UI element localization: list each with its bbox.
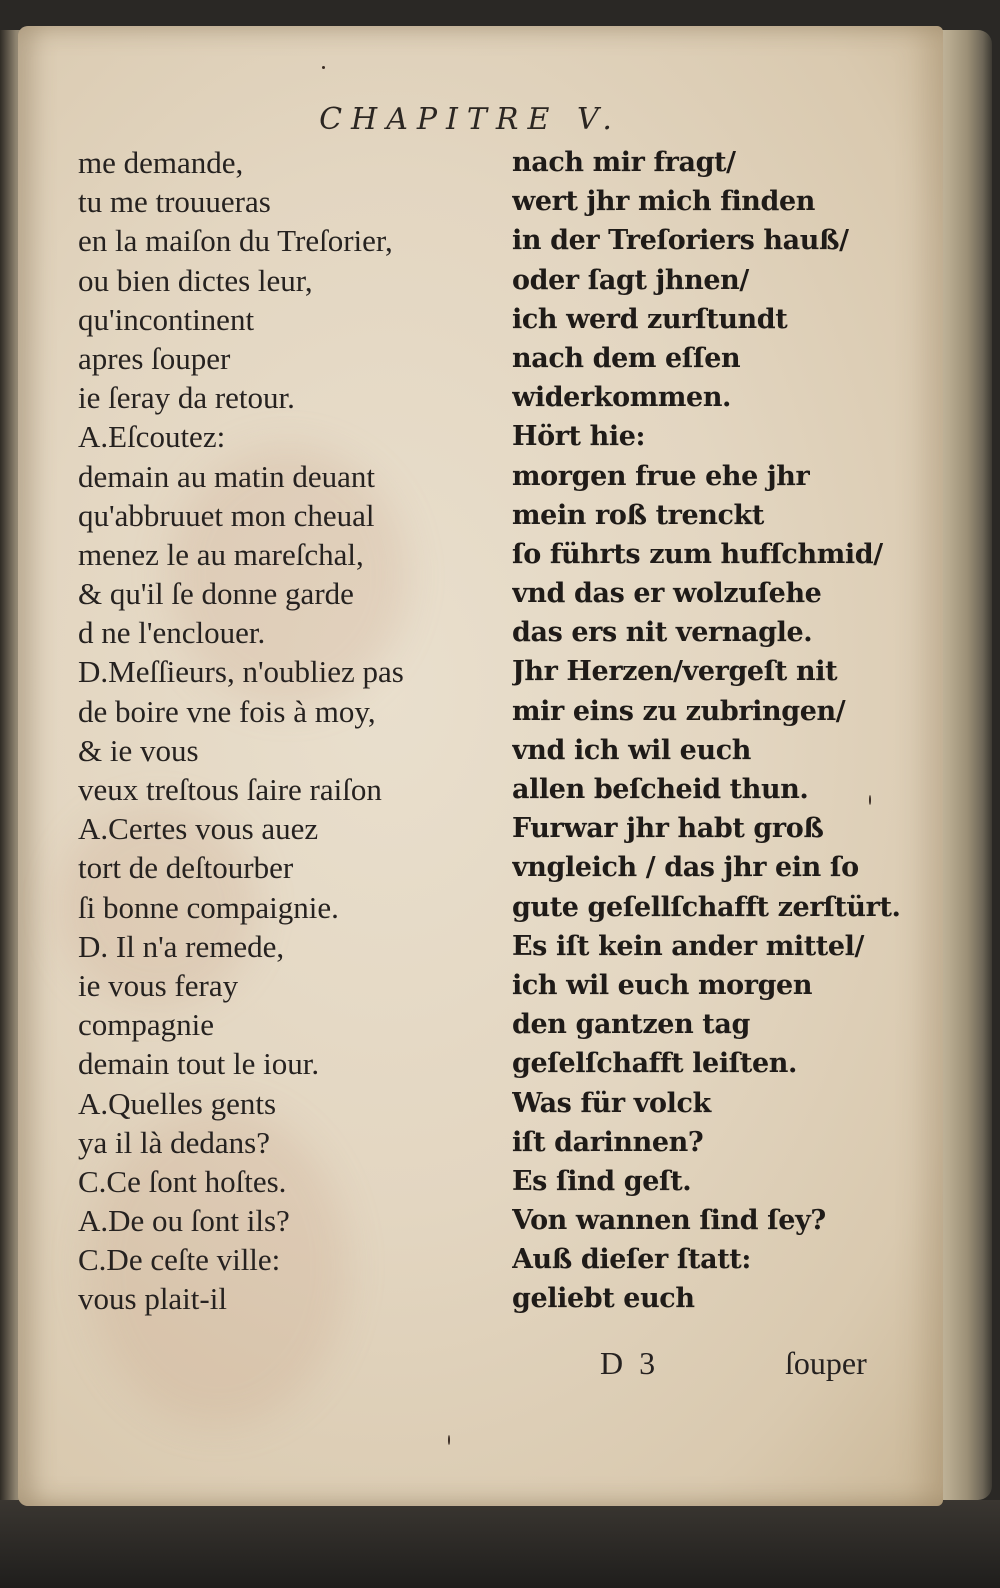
french-line: ſi bonne compaignie. xyxy=(78,889,339,925)
french-line: A.De ou ſont ils? xyxy=(78,1203,290,1239)
french-line: veux treſtous ſaire raiſon xyxy=(78,772,382,807)
french-line: ou bien dictes leur, xyxy=(78,262,313,298)
french-line: D.Meſſieurs, n'oubliez pas xyxy=(78,654,404,690)
german-line: Hört hie: xyxy=(512,421,646,453)
german-line: Jhr Herzen/vergeſt nit xyxy=(512,656,838,688)
french-line: en la maiſon du Treſorier, xyxy=(78,223,393,259)
german-line: Es iſt kein ander mittel/ xyxy=(512,930,864,962)
french-line: ya il là dedans? xyxy=(78,1124,270,1160)
french-line: apres ſouper xyxy=(78,340,231,376)
german-line: nach dem eſſen xyxy=(512,342,741,374)
french-line: A.Certes vous auez xyxy=(78,811,319,847)
german-line: Furwar jhr habt groß xyxy=(512,813,824,845)
ink-speck xyxy=(448,1435,450,1445)
french-line: demain au matin deuant xyxy=(78,458,375,494)
french-line: qu'abbruuet mon cheual xyxy=(78,497,375,533)
german-line: geliebt euch xyxy=(512,1283,695,1315)
french-line: compagnie xyxy=(78,1007,215,1043)
german-line: mein roß trenckt xyxy=(512,499,764,531)
german-line: morgen frue ehe jhr xyxy=(512,460,810,492)
french-line: A.Quelles gents xyxy=(78,1085,277,1121)
french-line: menez le au mareſchal, xyxy=(78,536,364,572)
french-line: & qu'il ſe donne garde xyxy=(78,576,354,612)
german-line: allen beſcheid thun. xyxy=(512,774,809,805)
scan-background xyxy=(0,1500,1000,1588)
french-line: vous plait-il xyxy=(78,1281,227,1317)
german-line: vnd ich wil euch xyxy=(512,734,751,766)
german-line: Was für volck xyxy=(512,1087,711,1119)
french-line: & ie vous xyxy=(78,732,199,768)
french-line: demain tout le iour. xyxy=(78,1046,320,1082)
german-line: Es ſind geſt. xyxy=(512,1165,692,1197)
signature-mark: D 3 xyxy=(600,1345,660,1381)
german-line: mir eins zu zubringen/ xyxy=(512,695,846,727)
ink-speck xyxy=(322,66,325,69)
french-line: A.Eſcoutez: xyxy=(78,419,226,455)
french-line: qu'incontinent xyxy=(78,301,255,337)
german-line: in der Treſoriers hauß/ xyxy=(512,225,849,257)
german-line: oder ſagt jhnen/ xyxy=(512,264,749,296)
german-line: ſo führts zum hufſchmid/ xyxy=(512,538,883,570)
french-line: ie vous feray xyxy=(78,967,239,1003)
running-head: CHAPITRE V. xyxy=(319,102,621,137)
french-line: de boire vne fois à moy, xyxy=(78,693,376,729)
french-line: d ne l'enclouer. xyxy=(78,615,266,651)
german-line: nach mir fragt/ xyxy=(512,147,736,178)
french-line: tu me trouueras xyxy=(78,184,271,220)
german-line: Von wannen ſind ſey? xyxy=(512,1205,826,1237)
german-text-column xyxy=(512,143,912,1319)
german-line: ich wil euch morgen xyxy=(512,969,813,1001)
french-line: me demande, xyxy=(78,145,244,180)
german-line: vnd das er wolzuſehe xyxy=(512,578,822,610)
german-line: vngleich / das jhr ein ſo xyxy=(512,852,859,884)
french-line: C.De ceſte ville: xyxy=(78,1242,281,1278)
german-line: das ers nit vernagle. xyxy=(512,617,813,649)
french-line: C.Ce ſont hoſtes. xyxy=(78,1163,287,1199)
german-line: geſelſchafft leiſten. xyxy=(512,1048,797,1080)
german-line: den gantzen tag xyxy=(512,1009,750,1041)
german-line: wert jhr mich finden xyxy=(512,186,816,218)
german-line: iſt darinnen? xyxy=(512,1126,704,1158)
french-text-column xyxy=(78,143,498,1319)
catchword: ſouper xyxy=(785,1345,867,1381)
french-line: ie ſeray da retour. xyxy=(78,380,295,416)
ink-speck xyxy=(869,795,871,805)
german-line: Auß dieſer ſtatt: xyxy=(512,1244,751,1276)
french-line: tort de deſtourber xyxy=(78,850,294,886)
german-line: gute geſellſchafft zerſtürt. xyxy=(512,891,901,923)
german-line: ich werd zurſtundt xyxy=(512,303,788,335)
french-line: D. Il n'a remede, xyxy=(78,928,285,964)
german-line: widerkommen. xyxy=(512,382,732,414)
